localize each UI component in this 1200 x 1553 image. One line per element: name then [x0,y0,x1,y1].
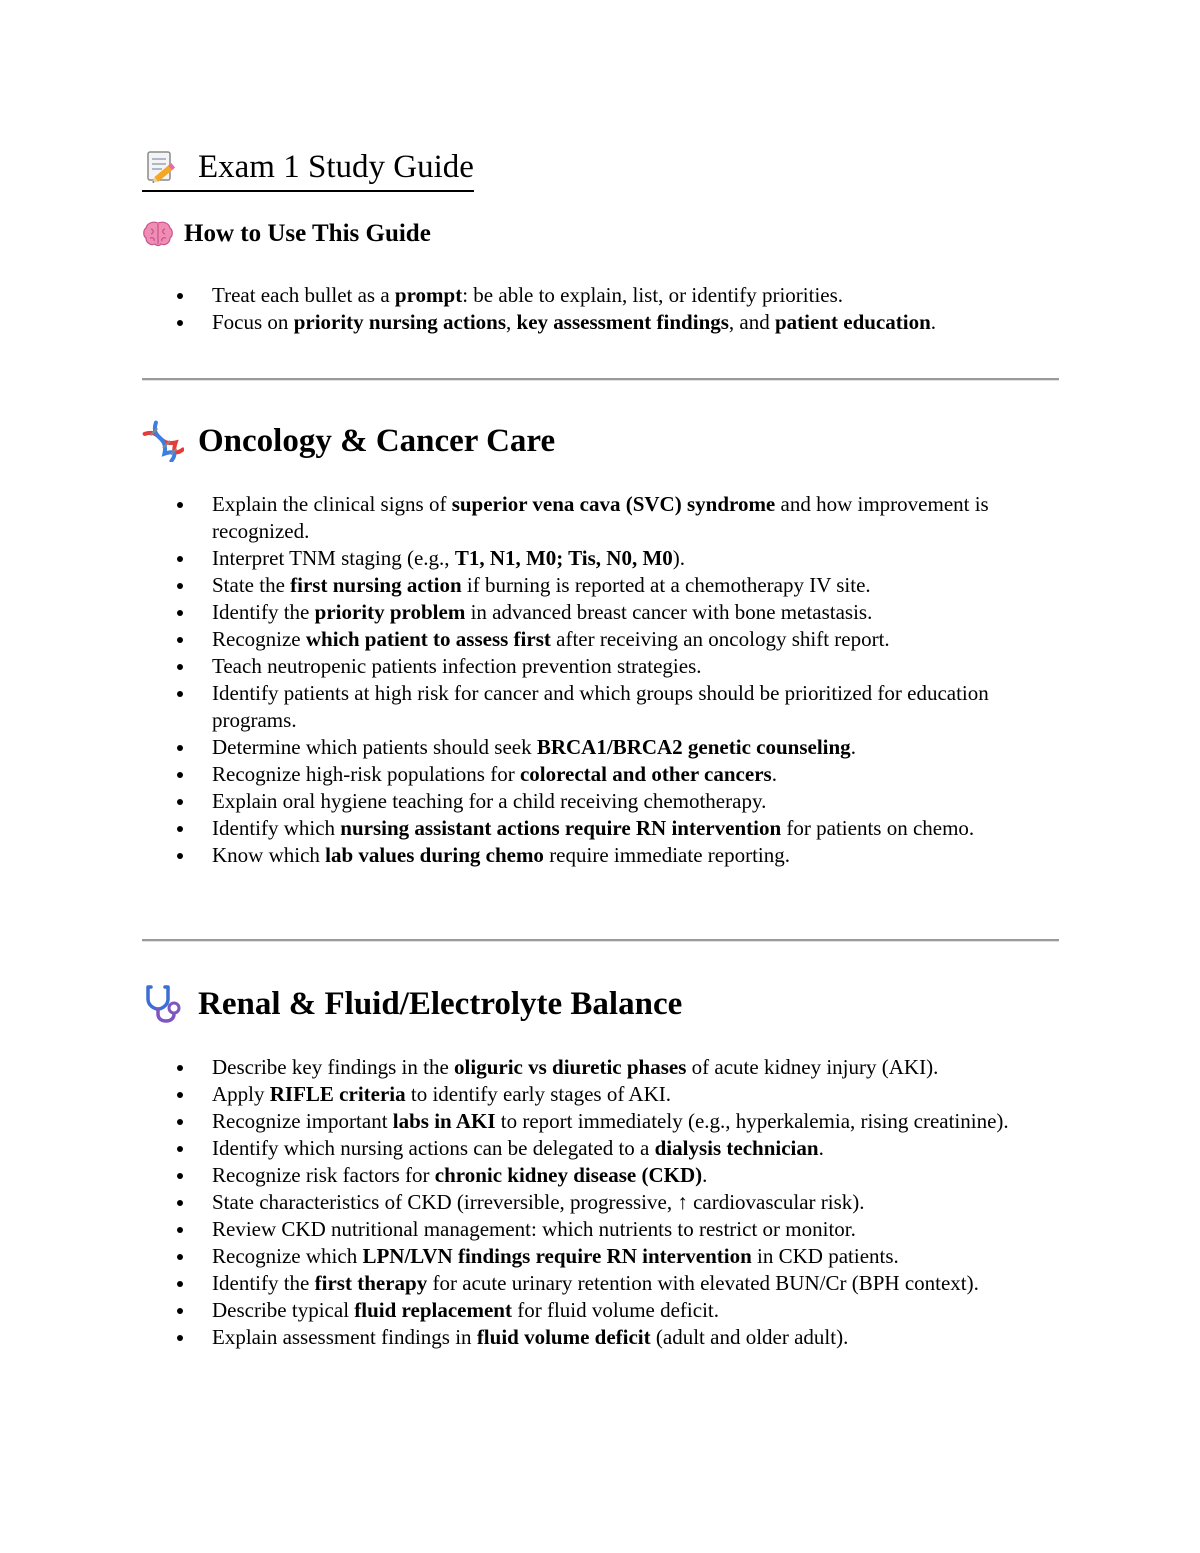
bold-text: RIFLE criteria [269,1082,406,1106]
text-run: Identify the [212,1271,315,1295]
list-item [212,761,1042,788]
text-run: Identify the [212,600,315,624]
dna-icon [142,420,184,462]
bold-text: chronic kidney disease (CKD) [434,1163,703,1187]
text-run: State the [212,573,291,597]
bold-text: priority problem [314,600,466,624]
text-run: Recognize which [212,1244,363,1268]
list-item [212,626,1042,653]
text-run: ). [672,546,686,570]
bold-text: oliguric vs diuretic phases [454,1055,687,1079]
how-to-list [212,282,1042,336]
text-run: Identify patients at high risk for cancer and which groups should be prioritized for education programs. [212,681,989,732]
text-run: Determine which patients should seek [212,735,537,759]
list-item [212,545,1042,572]
stethoscope-icon [142,983,184,1025]
text-run: : be able to explain, list, or identify priorities. [462,283,844,307]
text-run: in CKD patients. [751,1244,899,1268]
list-item [212,1081,1042,1108]
list-item [212,1297,1042,1324]
text-run: (adult and older adult). [650,1325,849,1349]
divider [142,939,1059,942]
text-run: require immediate reporting. [543,843,791,867]
list-item [212,491,1042,545]
bold-text: colorectal and other cancers [519,762,772,786]
text-run: in advanced breast cancer with bone metastasis. [465,600,873,624]
text-run: to identify early stages of AKI. [405,1082,671,1106]
bold-text: priority nursing actions [293,310,507,334]
bold-text: patient education [775,310,931,334]
text-run: Explain oral hygiene teaching for a child receiving chemotherapy. [212,789,767,813]
list-item [212,1270,1042,1297]
text-run: Identify which [212,816,341,840]
text-run: Review CKD nutritional management: which nutrients to restrict or monitor. [212,1217,856,1241]
text-run: for acute urinary retention with elevated BUN/Cr (BPH context). [427,1271,979,1295]
list-item [212,1054,1042,1081]
bold-text: key assessment findings [516,310,729,334]
bold-text: lab values during chemo [325,843,544,867]
list-item [212,680,1042,734]
list-item [212,599,1042,626]
list-item [212,1135,1042,1162]
text-run: , [506,310,517,334]
text-run: , and [728,310,775,334]
text-run: Recognize [212,627,306,651]
bold-text: dialysis technician [654,1136,819,1160]
list-item [212,309,1042,336]
text-run: Apply [212,1082,270,1106]
list-item [212,1243,1042,1270]
text-run: Recognize high-risk populations for [212,762,520,786]
text-run: Treat each bullet as a [212,283,395,307]
text-run: . [930,310,937,334]
text-run: . [702,1163,708,1187]
text-run: Interpret TNM staging (e.g., [212,546,455,570]
list-item [212,653,1042,680]
oncology-list [212,491,1042,869]
text-run: Focus on [212,310,294,334]
list-item [212,1189,1042,1216]
text-run: and how improvement is recognized. [212,492,989,543]
oncology-heading [142,420,555,462]
how-to-heading-text: How to Use This Guide [184,220,431,247]
text-run: to report immediately (e.g., hyperkalemia, rising creatinine). [495,1109,1009,1133]
text-run: for patients on chemo. [781,816,975,840]
text-run: if burning is reported at a chemotherapy IV site. [461,573,871,597]
text-run: Identify which nursing actions can be delegated to a [212,1136,655,1160]
text-run: Teach neutropenic patients infection prevention strategies. [212,654,702,678]
text-run: Describe typical [212,1298,355,1322]
text-run: Explain assessment findings in [212,1325,477,1349]
list-item [212,842,1042,869]
divider [142,378,1059,381]
oncology-heading-text: Oncology & Cancer Care [198,423,556,459]
bold-text: fluid replacement [354,1298,512,1322]
text-run: . [771,762,777,786]
text-run: . [850,735,856,759]
list-item [212,734,1042,761]
list-item [212,1108,1042,1135]
list-item [212,1216,1042,1243]
list-item [212,572,1042,599]
list-item [212,282,1042,309]
renal-heading [142,983,682,1025]
list-item [212,1162,1042,1189]
bold-text: LPN/LVN findings require RN intervention [362,1244,752,1268]
bold-text: nursing assistant actions require RN intervention [340,816,782,840]
text-run: . [818,1136,824,1160]
memo-pencil-icon [142,149,184,185]
list-item [212,815,1042,842]
brain-icon [142,219,174,249]
document-title [142,146,474,192]
bold-text: prompt [394,283,463,307]
document-title-text: Exam 1 Study Guide [198,149,474,185]
bold-text: first therapy [314,1271,428,1295]
bold-text: which patient to assess first [305,627,551,651]
text-run: Know which [212,843,326,867]
bold-text: superior vena cava (SVC) syndrome [451,492,776,516]
how-to-heading [142,218,431,250]
text-run: Describe key findings in the [212,1055,455,1079]
text-run: after receiving an oncology shift report. [550,627,890,651]
bold-text: first nursing action [290,573,462,597]
text-run: State characteristics of CKD (irreversible, progressive, ↑ cardiovascular risk). [212,1190,865,1214]
list-item [212,1324,1042,1351]
bold-text: BRCA1/BRCA2 genetic counseling [536,735,851,759]
text-run: Recognize important [212,1109,393,1133]
text-run: for fluid volume deficit. [511,1298,719,1322]
renal-heading-text: Renal & Fluid/Electrolyte Balance [198,986,683,1022]
text-run: Recognize risk factors for [212,1163,435,1187]
text-run: of acute kidney injury (AKI). [686,1055,939,1079]
text-run: Explain the clinical signs of [212,492,452,516]
bold-text: labs in AKI [392,1109,496,1133]
bold-text: fluid volume deficit [476,1325,651,1349]
list-item [212,788,1042,815]
bold-text: T1, N1, M0; Tis, N0, M0 [454,546,673,570]
renal-list [212,1054,1042,1351]
